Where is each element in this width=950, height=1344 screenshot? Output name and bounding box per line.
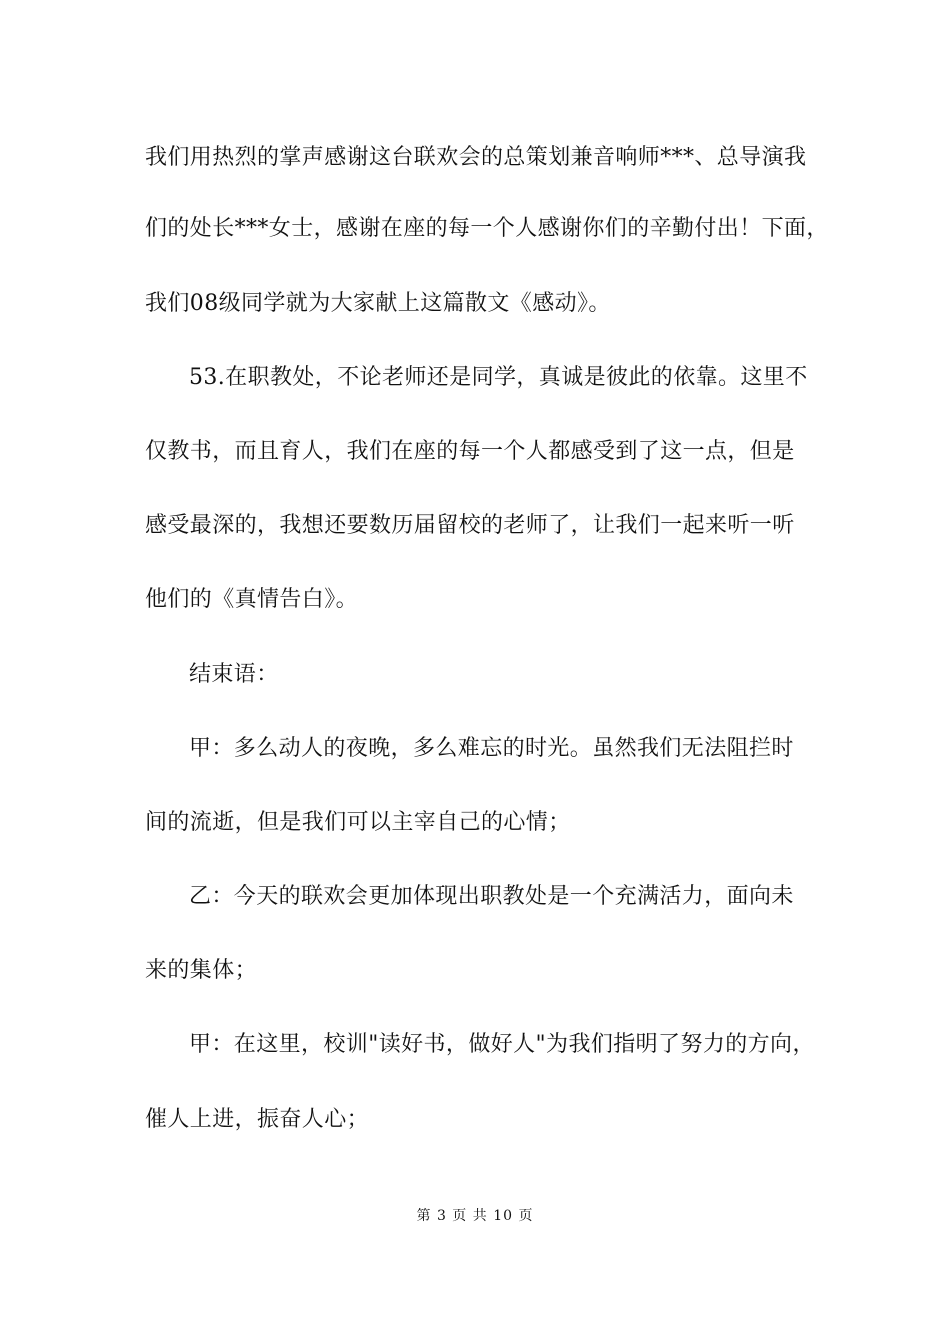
text-line: 甲：在这里，校训"读好书，做好人"为我们指明了努力的方向， xyxy=(189,1032,815,1057)
page-number-footer: 第 3 页 共 10 页 xyxy=(416,1208,534,1224)
text-line: 催人上进，振奋人心； xyxy=(145,1107,370,1132)
text-line: 我们用热烈的掌声感谢这台联欢会的总策划兼音响师***、总导演我 xyxy=(145,145,807,170)
text-line: 间的流逝，但是我们可以主宰自己的心情； xyxy=(145,810,571,835)
text-line: 感受最深的，我想还要数历届留校的老师了，让我们一起来听一听 xyxy=(145,513,795,538)
text-line: 们的处长***女士，感谢在座的每一个人感谢你们的辛勤付出！下面， xyxy=(145,216,829,241)
text-line: 乙：今天的联欢会更加体现出职教处是一个充满活力，面向未 xyxy=(189,884,794,909)
text-line: 他们的《真情告白》。 xyxy=(145,587,359,612)
text-line: 我们08级同学就为大家献上这篇散文《感动》。 xyxy=(145,291,611,316)
text-line: 仅教书，而且育人，我们在座的每一个人都感受到了这一点，但是 xyxy=(145,439,795,464)
text-line: 53.在职教处，不论老师还是同学，真诚是彼此的依靠。这里不 xyxy=(189,365,808,390)
text-line: 来的集体； xyxy=(145,958,258,983)
text-line: 甲：多么动人的夜晚，多么难忘的时光。虽然我们无法阻拦时 xyxy=(189,736,794,761)
section-heading: 结束语： xyxy=(189,662,279,687)
